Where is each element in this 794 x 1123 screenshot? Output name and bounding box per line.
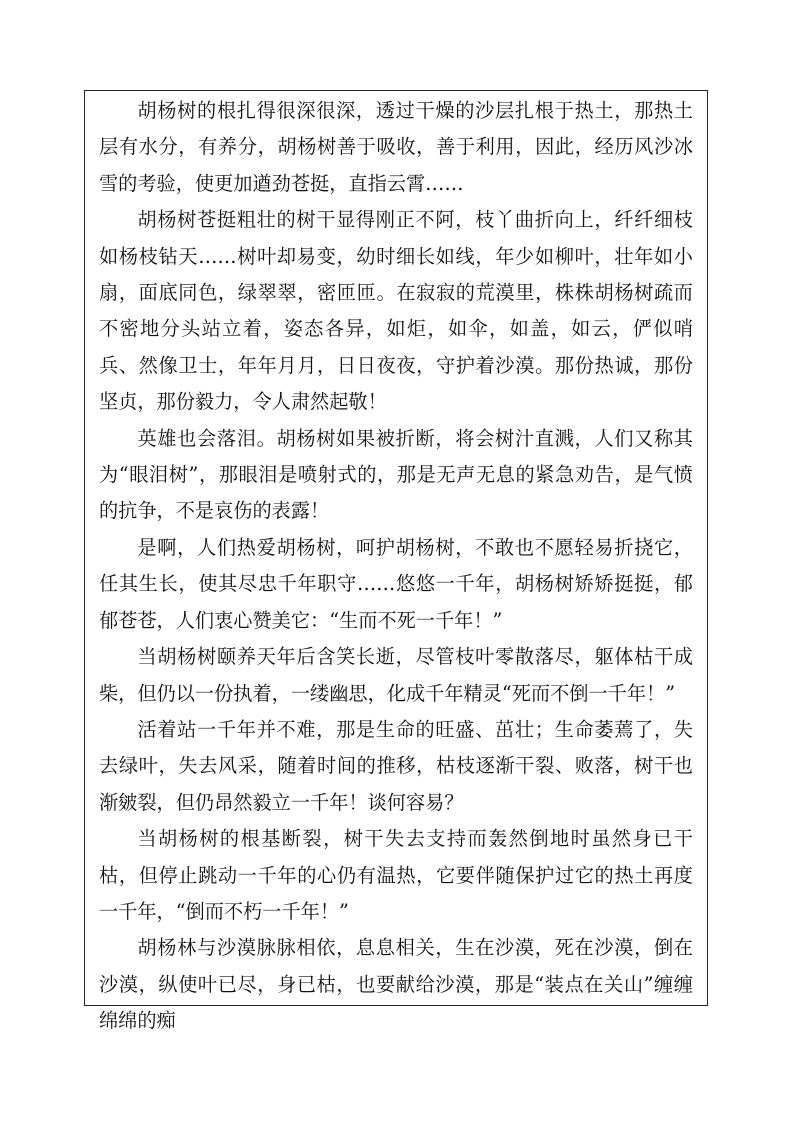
paragraph-6: 活着站一千年并不难，那是生命的旺盛、茁壮；生命萎蔫了，失去绿叶，失去风采，随着时间的推移，枯枝逐渐干裂、败落，树干也渐皴裂，但仍昂然毅立一千年！谈何容易？ — [99, 717, 693, 814]
paragraph-8: 胡杨林与沙漠脉脉相依，息息相关，生在沙漠，死在沙漠，倒在沙漠，纵使叶已尽，身已枯，也要献给沙漠，那是“装点在关山”缠缠绵绵的痴 — [99, 936, 693, 1033]
paragraph-3: 英雄也会落泪。胡杨树如果被折断，将会树汁直溅，人们又称其为“眼泪树”，那眼泪是喷射式的，那是无声无息的紧急劝告，是气愤的抗争，不是哀伤的表露！ — [99, 426, 693, 523]
paragraph-2: 胡杨树苍挺粗壮的树干显得刚正不阿，枝丫曲折向上，纤纤细枝如杨枝钻天……树叶却易变，幼时细长如线，年少如柳叶，壮年如小扇，面底同色，绿翠翠，密匝匝。在寂寂的荒漠里，株株胡杨树疏而不密地分头站立着，姿态各异，如炬，如伞，如盖，如云，俨似哨兵、然像卫士，年年月月，日日夜夜，守护着沙漠。那份热诚，那份坚贞，那份毅力，令人肃然起敬！ — [99, 208, 693, 414]
paragraph-7: 当胡杨树的根基断裂，树干失去支持而轰然倒地时虽然身已干枯，但停止跳动一千年的心仍有温热，它要伴随保护过它的热土再度一千年，“倒而不朽一千年！” — [99, 827, 693, 923]
paragraph-5: 当胡杨树颐养天年后含笑长逝，尽管枝叶零散落尽，躯体枯干成柴，但仍以一份执着，一缕幽思，化成千年精灵“死而不倒一千年！” — [99, 645, 693, 705]
paragraph-4: 是啊，人们热爱胡杨树，呵护胡杨树，不敢也不愿轻易折挠它，任其生长，使其尽忠千年职守……悠悠一千年，胡杨树矫矫挺挺，郁郁苍苍，人们衷心赞美它：“生而不死一千年！” — [99, 535, 693, 632]
text-frame — [84, 90, 708, 1033]
paragraph-1: 胡杨树的根扎得很深很深，透过干燥的沙层扎根于热土，那热土层有水分，有养分，胡杨树善于吸收，善于利用，因此，经历风沙冰雪的考验，使更加遒劲苍挺，直指云霄…… — [99, 99, 693, 195]
